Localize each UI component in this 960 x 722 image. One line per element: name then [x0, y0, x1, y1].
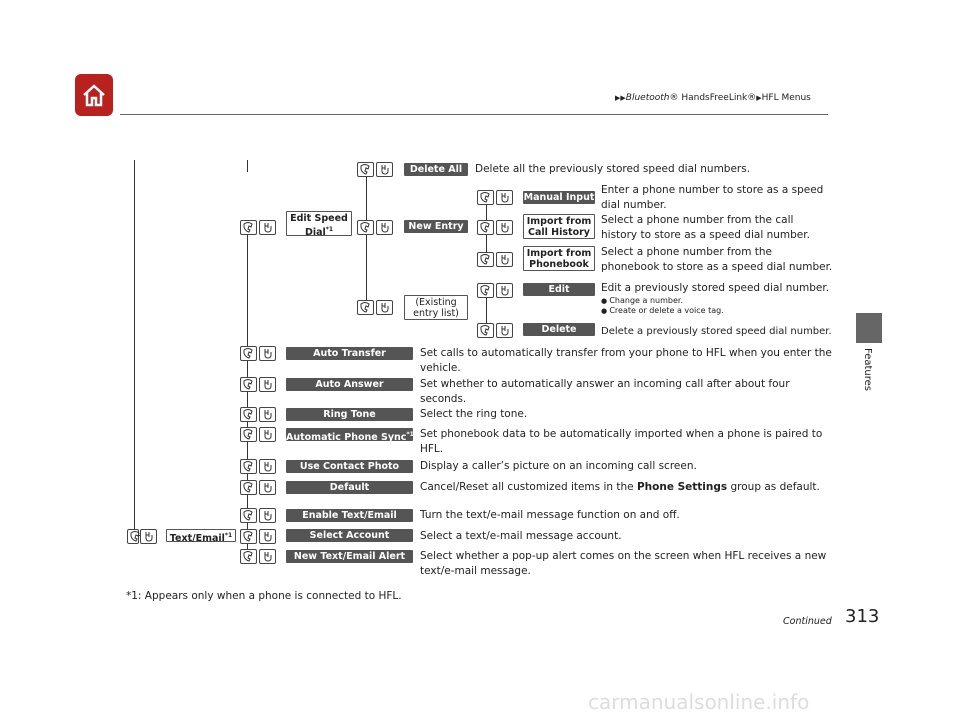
knob-icon — [259, 549, 276, 564]
voice-icon — [477, 283, 494, 298]
auto-phone-sync-desc: Set phonebook data to be automatically imported when a phone is paired to HFL. — [420, 428, 823, 455]
knob-icon — [496, 220, 513, 235]
delete-all-button[interactable]: Delete All — [404, 163, 468, 176]
section-tab[interactable] — [856, 313, 882, 343]
import-phonebook-button[interactable]: Import from Phonebook — [523, 246, 595, 271]
voice-icon — [357, 220, 374, 235]
voice-icon — [240, 427, 257, 442]
voice-icon — [240, 220, 257, 235]
auto-phone-sync-button[interactable]: Automatic Phone Sync$^{*1}$ — [286, 428, 413, 441]
voice-icon — [240, 377, 257, 392]
text-email-button[interactable]: Text/Email$^{*1}$ — [166, 529, 236, 542]
voice-icon — [477, 252, 494, 267]
tree-line — [134, 160, 135, 532]
voice-icon — [240, 346, 257, 361]
select-account-button[interactable]: Select Account — [286, 529, 413, 542]
knob-icon — [496, 323, 513, 338]
voice-icon — [240, 407, 257, 422]
default-desc: Cancel/Reset all customized items in the Phone Settings group as default. — [420, 481, 820, 493]
ring-tone-desc: Select the ring tone. — [420, 408, 528, 420]
knob-icon — [259, 407, 276, 422]
voice-icon — [240, 480, 257, 495]
page-number: 313 — [845, 606, 880, 627]
knob-icon — [259, 220, 276, 235]
auto-transfer-button[interactable]: Auto Transfer — [286, 347, 413, 360]
knob-icon — [140, 529, 157, 544]
knob-icon — [376, 220, 393, 235]
knob-icon — [259, 346, 276, 361]
knob-icon — [259, 480, 276, 495]
home-tab[interactable] — [75, 74, 113, 116]
knob-icon — [259, 529, 276, 544]
voice-icon — [240, 459, 257, 474]
auto-transfer-desc: Set calls to automatically transfer from your phone to HFL when you enter the vehicle. — [420, 347, 832, 374]
ring-tone-button[interactable]: Ring Tone — [286, 408, 413, 421]
knob-icon — [259, 427, 276, 442]
new-text-alert-button[interactable]: New Text/Email Alert — [286, 550, 413, 563]
manual-input-button[interactable]: Manual Input — [523, 192, 595, 203]
existing-entry-list[interactable]: (Existing entry list) — [404, 295, 468, 320]
knob-icon — [496, 252, 513, 267]
use-contact-photo-button[interactable]: Use Contact Photo — [286, 460, 413, 473]
home-icon — [81, 82, 107, 108]
voice-icon — [127, 529, 139, 544]
delete-all-desc: Delete all the previously stored speed dial numbers. — [475, 163, 751, 175]
tree-line — [366, 172, 367, 308]
delete-button[interactable]: Delete — [523, 323, 595, 336]
knob-icon — [496, 283, 513, 298]
voice-icon — [477, 220, 494, 235]
breadcrumb: ▶▶Bluetooth® HandsFreeLink®▶HFL Menus — [615, 93, 811, 103]
auto-answer-button[interactable]: Auto Answer — [286, 378, 413, 391]
knob-icon — [259, 377, 276, 392]
voice-icon — [240, 529, 257, 544]
knob-icon — [259, 459, 276, 474]
default-button[interactable]: Default — [286, 481, 413, 494]
delete-desc: Delete a previously stored speed dial number. — [601, 326, 832, 337]
edit-desc: Edit a previously stored speed dial number. ● Change a number. ● Create or delete a voice tag. — [601, 281, 829, 316]
knob-icon — [496, 190, 513, 205]
tree-line — [247, 160, 248, 172]
voice-icon — [240, 508, 257, 523]
voice-icon — [477, 190, 494, 205]
edit-speed-dial-button[interactable]: Edit Speed Dial$^{*1}$ — [286, 211, 352, 236]
voice-icon — [357, 162, 374, 177]
footnote: *1: Appears only when a phone is connected to HFL. — [126, 590, 402, 602]
import-call-history-desc: Select a phone number from the call history to store as a speed dial number. — [601, 214, 810, 241]
new-entry-button[interactable]: New Entry — [404, 220, 468, 233]
continued-label: Continued — [783, 616, 832, 627]
new-text-alert-desc: Select whether a pop-up alert comes on the screen when HFL receives a new text/e-mail message. — [420, 550, 827, 577]
auto-answer-desc: Set whether to automatically answer an incoming call after about four seconds. — [420, 378, 790, 405]
import-phonebook-desc: Select a phone number from the phonebook to store as a speed dial number. — [601, 246, 833, 273]
voice-icon — [357, 300, 374, 315]
use-contact-photo-desc: Display a caller’s picture on an incoming call screen. — [420, 460, 697, 472]
edit-button[interactable]: Edit — [523, 283, 595, 296]
enable-text-desc: Turn the text/e-mail message function on and off. — [420, 509, 680, 521]
knob-icon — [259, 508, 276, 523]
voice-icon — [240, 549, 257, 564]
enable-text-button[interactable]: Enable Text/Email — [286, 509, 413, 522]
section-label: Features — [862, 348, 873, 391]
select-account-desc: Select a text/e-mail message account. — [420, 530, 622, 542]
knob-icon — [376, 300, 393, 315]
voice-icon — [477, 323, 494, 338]
header-rule — [120, 114, 828, 115]
watermark: carmanualsonline.info — [588, 690, 810, 714]
import-call-history-button[interactable]: Import from Call History — [523, 214, 595, 239]
manual-input-desc: Enter a phone number to store as a speed dial number. — [601, 184, 824, 211]
knob-icon — [376, 162, 393, 177]
